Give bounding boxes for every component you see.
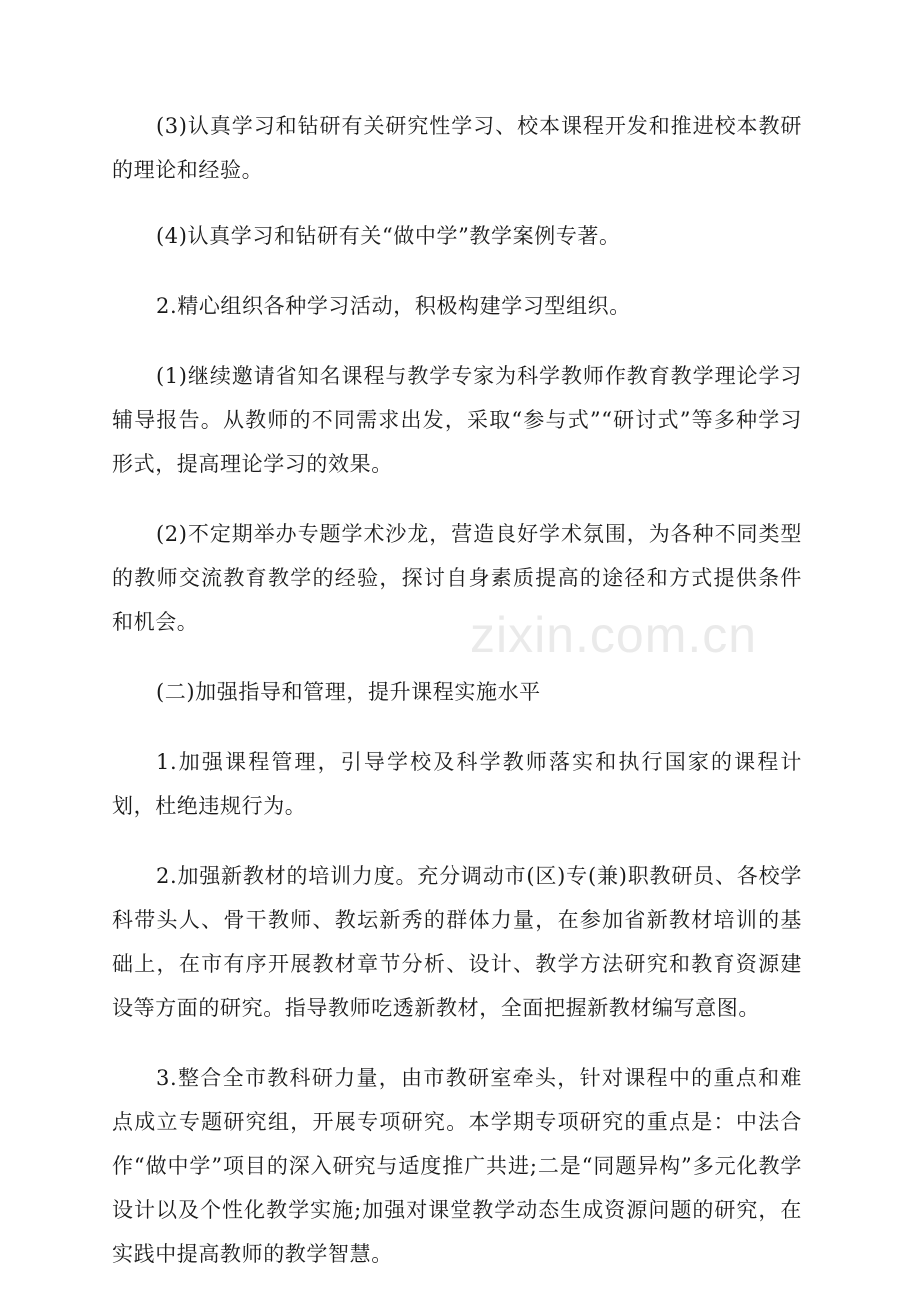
watermark-logo: zixin.com.cn xyxy=(470,607,758,663)
paragraph-research-integration: 3.整合全市教科研力量，由市教研室牵头，针对课程中的重点和难点成立专题研究组，开展专项研究。本学期专项研究的重点是：中法合作“做中学”项目的深入研究与适度推广共进;二是“同题异构”多元化教学设计以及个性化教学实施;加强对课堂教学动态生成资源问题的研究，在实践中提高教师的教学智慧。 xyxy=(112,1066,802,1266)
paragraph-item-2-academic-salon: (2)不定期举办专题学术沙龙，营造良好学术氛围，为各种不同类型的教师交流教育教学的经验，探讨自身素质提高的途径和方式提供条件和机会。 xyxy=(112,522,802,634)
paragraph-learning-activities-heading: 2.精心组织各种学习活动，积极构建学习型组织。 xyxy=(156,294,631,318)
paragraph-course-management: 1.加强课程管理，引导学校及科学教师落实和执行国家的课程计划，杜绝违规行为。 xyxy=(112,750,802,818)
document-body xyxy=(112,104,802,1302)
paragraph-new-textbook-training: 2.加强新教材的培训力度。充分调动市(区)专(兼)职教研员、各校学科带头人、骨干教师、教坛新秀的群体力量，在参加省新教材培训的基础上，在市有序开展教材章节分析、设计、教学方法研究和教育资源建设等方面的研究。指导教师吃透新教材，全面把握新教材编写意图。 xyxy=(112,864,802,1020)
paragraph-item-1-expert-reports: (1)继续邀请省知名课程与教学专家为科学教师作教育教学理论学习辅导报告。从教师的不同需求出发，采取“参与式”“研讨式”等多种学习形式，提高理论学习的效果。 xyxy=(112,364,802,476)
section-heading-guidance-management: (二)加强指导和管理，提升课程实施水平 xyxy=(156,680,541,704)
paragraph-item-4-case-study: (4)认真学习和钻研有关“做中学”教学案例专著。 xyxy=(156,224,621,248)
paragraph-item-3-study-research: (3)认真学习和钻研有关研究性学习、校本课程开发和推进校本教研的理论和经验。 xyxy=(112,114,802,182)
